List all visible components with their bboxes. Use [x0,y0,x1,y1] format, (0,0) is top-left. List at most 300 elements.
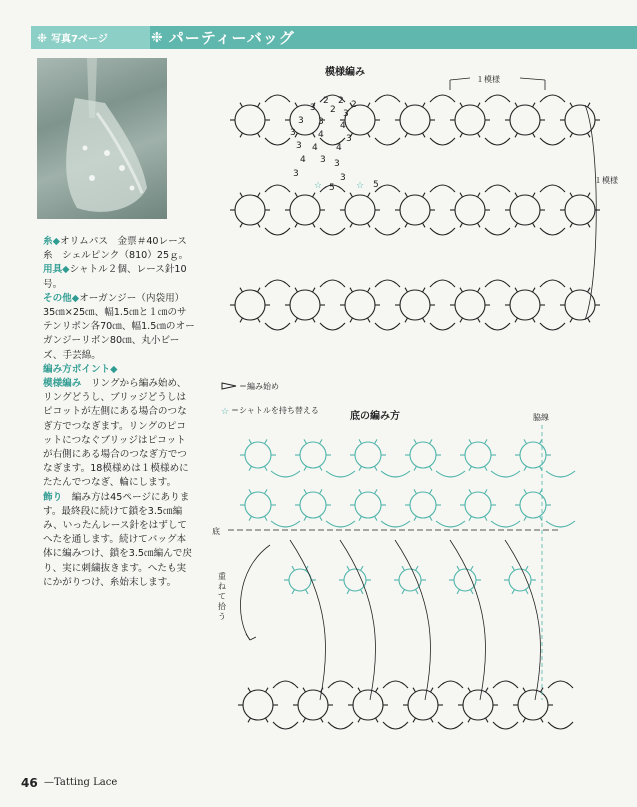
picot-mark [524,466,527,470]
ring-motif [565,195,595,225]
overlap-label: 重ねて拾う [218,572,226,621]
bridge-chain [265,185,290,192]
ring-motif [235,105,265,135]
picot-mark [249,439,252,443]
picot-mark [375,439,378,443]
bridge-chain [375,185,400,192]
picot-mark [460,103,463,107]
ring-motif [565,105,595,135]
picot-mark [515,318,518,322]
picot-mark [524,516,527,520]
ring-motif [465,442,491,468]
ring-motif [510,290,540,320]
picot-mark [416,566,419,570]
pattern-heading: 模様編み [43,378,82,390]
picot-mark [295,223,298,227]
picot-mark [515,133,518,137]
picot-mark [413,688,416,692]
picot-mark [240,193,243,197]
bridge-chain [493,722,518,729]
picot-mark [368,193,371,197]
ring-motif [455,195,485,225]
picot-mark [258,318,261,322]
picot-mark [368,103,371,107]
picot-mark [523,718,526,722]
bridge-chain [546,521,575,527]
picot-mark [570,288,573,292]
bridge-chain [493,681,518,688]
one-repeat-vertical: １模様 [594,176,618,185]
picot-mark [485,516,488,520]
picot-mark [405,318,408,322]
picot-mark [320,489,323,493]
picot-mark [359,466,362,470]
ring-motif [245,492,271,518]
bridge-chain [430,323,455,330]
picot-mark [368,288,371,292]
picot-mark [258,288,261,292]
picot-mark [423,133,426,137]
side-line-label: 脇線 [533,413,549,422]
picot-mark [460,223,463,227]
picot-mark [358,718,361,722]
svg-text:☆: ☆ [221,407,230,417]
picot-mark [359,439,362,443]
picot-mark [321,718,324,722]
ring-motif [355,442,381,468]
picot-mark [265,516,268,520]
bridge-chain [540,95,565,102]
bridge-chain [540,138,565,145]
one-repeat-horizontal: １模様 [476,75,500,84]
picot-mark [588,223,591,227]
picot-mark [471,566,474,570]
bridge-chain [485,228,510,235]
pattern-motifs [230,95,600,330]
picot-mark [423,223,426,227]
bridge-chain [491,521,520,527]
picot-mark [258,133,261,137]
bottom-motifs-black [238,681,573,729]
picot-mark [468,688,471,692]
picot-mark [431,718,434,722]
bridge-chain [540,280,565,287]
svg-text:3: 3 [318,117,324,127]
picot-mark [240,288,243,292]
ring-motif [289,569,311,591]
picot-mark [249,489,252,493]
svg-text:☆: ☆ [356,181,365,191]
bridge-chain [430,185,455,192]
picot-mark [368,318,371,322]
bridge-chain [375,280,400,287]
picot-mark [240,103,243,107]
bridge-chain [546,471,575,477]
bridge-chain [375,95,400,102]
svg-text:4: 4 [340,121,346,131]
picot-mark [486,718,489,722]
picot-mark [361,590,364,594]
snowflake-icon: ❉ [151,29,163,46]
bridge-chain [485,95,510,102]
pattern-title: 模様編み [325,67,365,78]
picot-mark [533,103,536,107]
picot-mark [350,318,353,322]
picot-mark [570,103,573,107]
picot-mark [405,223,408,227]
svg-text:3: 3 [290,128,296,138]
picot-mark [249,516,252,520]
svg-text:3: 3 [310,103,316,113]
picot-mark [416,590,419,594]
picot-mark [304,466,307,470]
bridge-chain [548,681,573,688]
ring-motif [355,492,381,518]
ring-motif [399,569,421,591]
ring-motif [345,195,375,225]
picot-mark [526,590,529,594]
legend-shuttle: ＝シャトルを持ち替える [231,406,319,415]
svg-text:3: 3 [298,116,304,126]
svg-text:2: 2 [338,96,344,106]
svg-text:4: 4 [312,143,318,153]
svg-text:4: 4 [336,143,342,153]
svg-text:3: 3 [334,159,340,169]
bridge-chain [438,681,463,688]
svg-text:4: 4 [318,130,324,140]
bridge-chain [265,323,290,330]
picot-mark [405,288,408,292]
bridge-chain [540,228,565,235]
pattern-text: リングから編み始め、リングどうし、ブリッジどうしはピコットが左側にある場合のつなぎ方でつなぎます。リングのピコットにつなぐブリッジはピコットが右側にある場合のつなぎ方でつなぎます。18模様めは１模様めにたたんでつなぎ、輪にします。 [43,378,189,489]
bridge-chain [430,138,455,145]
ring-motif [454,569,476,591]
svg-text:☆: ☆ [314,181,323,191]
picot-mark [347,590,350,594]
points-heading: 編み方ポイント◆ [43,363,118,375]
picot-mark [478,318,481,322]
bridge-chain [320,323,345,330]
book-title: —Tatting Lace [44,777,118,788]
picot-mark [361,566,364,570]
bridge-chain [430,95,455,102]
tools-heading: 用具◆ [43,264,70,276]
picot-mark [423,103,426,107]
ring-motif [408,690,438,720]
ring-motif [290,290,320,320]
photo-reference-label: 写真7ページ [51,34,108,45]
svg-text:2: 2 [330,105,336,115]
picot-mark [240,133,243,137]
picot-mark [512,590,515,594]
svg-text:3: 3 [293,169,299,179]
bridge-chain [326,471,355,477]
picot-mark [469,439,472,443]
picot-mark [303,688,306,692]
picot-mark [358,688,361,692]
ring-motif [400,290,430,320]
svg-text:2: 2 [323,96,329,106]
picot-mark [359,489,362,493]
picot-mark [376,718,379,722]
ring-motif [400,105,430,135]
picot-mark [515,223,518,227]
picot-mark [485,466,488,470]
deco-text: 編み方は45ページにあります。最終段に続けて鎖を3.5㎝編み、いったんレース針をはずしてへたを通します。続けてバッグ本体に編みつけ、鎖を3.5㎝編んで戻り、実に刺繍抜きます。へたも実にかがりつけ、糸始末します。 [43,491,192,588]
bridge-chain [485,185,510,192]
picot-mark [588,193,591,197]
picot-mark [423,193,426,197]
picot-mark [313,223,316,227]
picot-mark [588,288,591,292]
picot-mark [588,133,591,137]
bridge-chain [383,722,408,729]
ring-motif [510,195,540,225]
picot-mark [359,516,362,520]
picot-mark [350,223,353,227]
picot-mark [265,466,268,470]
picot-mark [526,566,529,570]
bridge-chain [265,95,290,102]
picot-mark [265,439,268,443]
ring-motif [235,195,265,225]
bridge-chain [491,471,520,477]
ring-motif [509,569,531,591]
picot-mark [570,223,573,227]
picot-mark [457,590,460,594]
bridge-chain [383,681,408,688]
ring-motif [463,690,493,720]
picot-mark [469,516,472,520]
bridge-chain [265,228,290,235]
picot-mark [306,590,309,594]
picot-mark [512,566,515,570]
picot-mark [485,489,488,493]
picot-mark [368,223,371,227]
picot-mark [460,193,463,197]
svg-text:3: 3 [346,134,352,144]
ring-motif [290,195,320,225]
picot-mark [375,516,378,520]
picot-mark [350,193,353,197]
picot-mark [248,688,251,692]
picot-mark [347,566,350,570]
ring-motif [565,290,595,320]
yarn-text: オリムパス 金票＃40レース糸 シェルピンク（810）25ｇ。 [43,236,189,262]
picot-mark [533,223,536,227]
picot-mark [320,439,323,443]
start-marker-icon [222,383,236,389]
picot-mark [485,439,488,443]
ring-motif [243,690,273,720]
picot-mark [402,566,405,570]
picot-mark [515,288,518,292]
picot-mark [313,133,316,137]
picot-mark [258,193,261,197]
picot-mark [405,103,408,107]
picot-mark [292,566,295,570]
picot-mark [405,193,408,197]
deco-heading: 飾り [43,491,63,503]
picot-mark [524,489,527,493]
picot-mark [469,466,472,470]
picot-mark [320,466,323,470]
picot-mark [460,133,463,137]
svg-text:5: 5 [329,183,335,193]
picot-mark [478,133,481,137]
bridge-chain [381,471,410,477]
ring-motif [455,105,485,135]
bridge-chain [271,521,300,527]
picot-mark [304,516,307,520]
picot-mark [423,318,426,322]
picot-mark [368,133,371,137]
page-number: 46 [21,776,38,790]
picot-mark [295,288,298,292]
picot-mark [486,688,489,692]
picot-mark [265,489,268,493]
picot-mark [375,466,378,470]
bridge-chain [326,521,355,527]
bridge-chain [328,722,353,729]
picot-mark [240,318,243,322]
tools-text: シャトル２個、レース針10号。 [43,264,187,290]
bridge-chain [273,722,298,729]
bridge-chain [436,471,465,477]
ring-motif [345,105,375,135]
other-heading: その他◆ [43,292,80,304]
picot-mark [460,288,463,292]
picot-mark [541,718,544,722]
svg-text:3: 3 [340,173,346,183]
picot-mark [588,318,591,322]
bridge-chain [320,228,345,235]
bridge-chain [485,323,510,330]
ring-motif [353,690,383,720]
bridge-chain [438,722,463,729]
ring-motif [344,569,366,591]
picot-mark [375,489,378,493]
picot-mark [414,489,417,493]
picot-mark [469,489,472,493]
picot-mark [414,439,417,443]
picot-mark [303,718,306,722]
yarn-heading: 糸◆ [43,236,60,247]
picot-mark [468,718,471,722]
picot-mark [313,318,316,322]
ring-motif [345,290,375,320]
picot-mark [258,223,261,227]
bridge-chain [381,521,410,527]
picot-mark [524,439,527,443]
ring-motif [300,442,326,468]
picot-mark [266,688,269,692]
ring-motif [410,442,436,468]
page-title: パーティーバッグ [168,29,295,47]
svg-text:2: 2 [351,100,357,110]
picot-mark [478,288,481,292]
bridge-chain [328,681,353,688]
ring-motif [510,105,540,135]
ring-motif [245,442,271,468]
picot-mark [478,193,481,197]
bridge-chain [375,138,400,145]
ring-motif [518,690,548,720]
repeat-markers [450,78,596,320]
picot-mark [533,193,536,197]
picot-mark [295,318,298,322]
picot-mark [431,688,434,692]
bottom-title: 底の編み方 [350,411,400,422]
picot-mark [423,288,426,292]
bridge-chain [548,722,573,729]
picot-mark [570,193,573,197]
snowflake-icon: ❉ [37,30,48,45]
bridge-chain [540,323,565,330]
picot-mark [515,103,518,107]
picot-mark [258,103,261,107]
picot-mark [430,489,433,493]
bridge-chain [375,228,400,235]
picot-mark [413,718,416,722]
picot-mark [414,516,417,520]
picot-mark [402,590,405,594]
ring-motif [298,690,328,720]
picot-mark [533,318,536,322]
other-text: オーガンジー（内袋用）35㎝×25㎝、幅1.5㎝と１㎝のサテンリボン各70㎝、幅1.5㎝のオーガンジーリボン80㎝、丸小ビーズ、手芸綿。 [43,292,195,361]
bridge-chain [430,280,455,287]
picot-mark [457,566,460,570]
picot-mark [478,103,481,107]
bridge-chain [485,280,510,287]
bridge-chain [320,280,345,287]
picot-mark [405,133,408,137]
bridge-chain [540,185,565,192]
picot-mark [588,103,591,107]
ring-motif [465,492,491,518]
bridge-chain [271,471,300,477]
svg-text:3: 3 [343,109,349,119]
picot-mark [292,590,295,594]
bridge-chain [273,681,298,688]
picot-mark [570,318,573,322]
picot-mark [249,466,252,470]
picot-mark [320,516,323,520]
picot-mark [523,688,526,692]
picot-mark [304,489,307,493]
bridge-chain [430,228,455,235]
bridge-chain [485,138,510,145]
picot-mark [515,193,518,197]
picot-mark [460,318,463,322]
picot-mark [533,133,536,137]
ring-motif [455,290,485,320]
bottom-motifs-teal [240,439,575,593]
picot-mark [570,133,573,137]
picot-mark [430,516,433,520]
ring-motif [410,492,436,518]
picot-mark [313,193,316,197]
picot-mark [304,439,307,443]
picot-mark [414,466,417,470]
picot-mark [376,688,379,692]
legend-start: ＝編み始め [239,382,279,391]
picot-mark [313,288,316,292]
svg-text:3: 3 [320,155,326,165]
svg-text:4: 4 [300,155,306,165]
picot-mark [350,288,353,292]
picot-mark [533,288,536,292]
